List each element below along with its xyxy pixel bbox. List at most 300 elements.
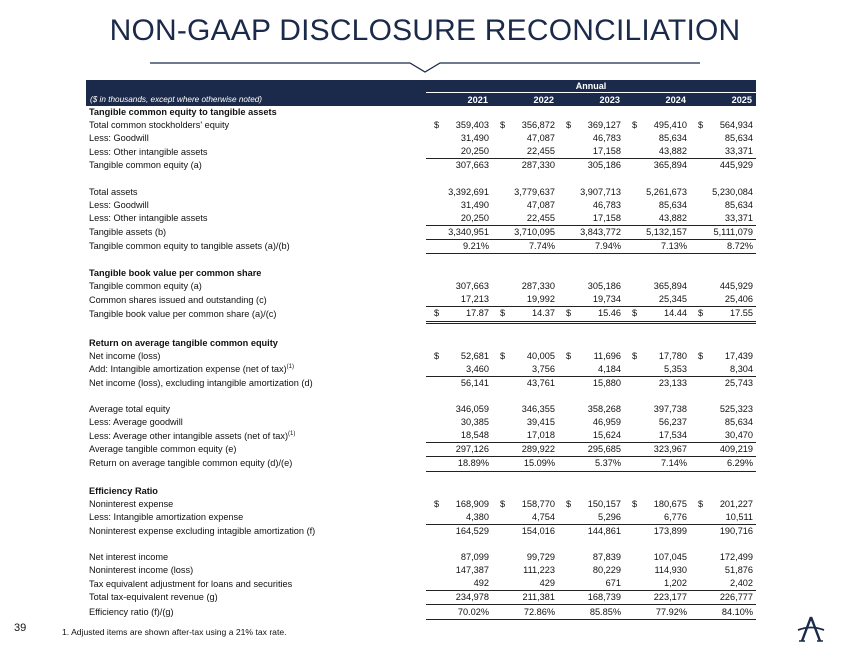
row-label bbox=[86, 186, 426, 199]
value-cell bbox=[426, 403, 492, 416]
value-cell bbox=[492, 199, 558, 212]
table-row bbox=[86, 307, 756, 322]
value-text: 20,250 bbox=[460, 146, 489, 157]
value-cell bbox=[558, 186, 624, 199]
value-text: 289,922 bbox=[521, 444, 555, 455]
table-body bbox=[86, 106, 756, 619]
section-title bbox=[86, 267, 426, 280]
value-cell bbox=[426, 267, 492, 280]
table-row bbox=[86, 159, 756, 173]
row-label-text: Tangible common equity (a) bbox=[89, 281, 202, 292]
section-header-row bbox=[86, 485, 756, 498]
value-cell bbox=[426, 605, 492, 619]
value-text: 30,470 bbox=[724, 430, 754, 441]
value-text: 5,132,157 bbox=[646, 226, 687, 237]
row-label bbox=[86, 605, 426, 619]
value-cell bbox=[624, 159, 690, 173]
value-cell bbox=[624, 363, 690, 377]
value-cell bbox=[624, 267, 690, 280]
value-cell bbox=[690, 403, 756, 416]
value-cell bbox=[558, 591, 624, 605]
value-text: 144,861 bbox=[587, 525, 621, 536]
currency-symbol: $ bbox=[566, 120, 572, 131]
footnote: 1. Adjusted items are shown after-tax using a 21% tax rate. bbox=[62, 627, 287, 637]
value-text: 5,230,084 bbox=[712, 186, 754, 197]
value-cell bbox=[492, 132, 558, 145]
value-cell bbox=[690, 267, 756, 280]
value-cell bbox=[624, 485, 690, 498]
value-cell bbox=[492, 429, 558, 443]
value-text: 15.09% bbox=[523, 458, 555, 469]
value-cell bbox=[492, 376, 558, 390]
spacer-cell bbox=[86, 254, 756, 268]
value-text: 25,743 bbox=[724, 377, 754, 388]
row-label-text: Add: Intangible amortization expense (net of tax) bbox=[89, 364, 287, 375]
value-cell bbox=[558, 443, 624, 457]
value-cell bbox=[558, 485, 624, 498]
row-label bbox=[86, 363, 426, 377]
value-cell bbox=[492, 119, 558, 132]
value-cell bbox=[492, 457, 558, 471]
value-text: 9.21% bbox=[462, 240, 489, 251]
value-cell bbox=[558, 457, 624, 471]
row-label-text: Return on average tangible common equity bbox=[89, 337, 278, 348]
row-label-text: Efficiency ratio (f)/(g) bbox=[89, 606, 174, 617]
value-cell bbox=[492, 577, 558, 591]
value-text: 80,229 bbox=[592, 565, 621, 576]
value-text: 190,716 bbox=[719, 525, 754, 536]
value-text: 47,087 bbox=[526, 133, 555, 144]
value-cell bbox=[492, 337, 558, 350]
value-text: 33,371 bbox=[724, 146, 754, 157]
table-row bbox=[86, 293, 756, 307]
value-text: 359,403 bbox=[455, 120, 489, 131]
value-cell bbox=[492, 498, 558, 511]
value-text: 99,729 bbox=[526, 552, 555, 563]
value-text: 85,634 bbox=[724, 199, 754, 210]
value-cell bbox=[624, 498, 690, 511]
value-cell bbox=[690, 106, 756, 119]
spacer-row bbox=[86, 390, 756, 403]
value-cell bbox=[558, 350, 624, 363]
value-text: 18,548 bbox=[460, 430, 489, 441]
currency-symbol: $ bbox=[698, 350, 704, 361]
value-cell bbox=[690, 293, 756, 307]
table-row bbox=[86, 416, 756, 429]
value-text: 397,738 bbox=[653, 404, 687, 415]
page-title: NON-GAAP DISCLOSURE RECONCILIATION bbox=[109, 14, 741, 47]
value-text: 33,371 bbox=[724, 212, 754, 223]
value-cell bbox=[492, 186, 558, 199]
section-title bbox=[86, 485, 426, 498]
value-cell bbox=[624, 591, 690, 605]
value-cell bbox=[558, 524, 624, 538]
row-label bbox=[86, 443, 426, 457]
value-text: 6.29% bbox=[726, 458, 754, 469]
row-label-text: Average tangible common equity (e) bbox=[89, 444, 237, 455]
value-text: 2,402 bbox=[730, 578, 754, 589]
currency-symbol: $ bbox=[566, 308, 572, 319]
value-text: 564,934 bbox=[719, 120, 754, 131]
value-text: 25,345 bbox=[658, 294, 687, 305]
year-header: 2025 bbox=[690, 93, 756, 107]
value-text: 6,776 bbox=[664, 511, 687, 522]
value-text: 40,005 bbox=[526, 350, 555, 361]
value-cell bbox=[690, 443, 756, 457]
value-text: 14.37 bbox=[532, 308, 555, 319]
row-label-text: Tangible book value per common share (a)/(c) bbox=[89, 308, 277, 319]
row-label-text: Less: Goodwill bbox=[89, 133, 149, 144]
row-label-text: Net income (loss) bbox=[89, 350, 161, 361]
currency-symbol: $ bbox=[500, 498, 506, 509]
value-cell bbox=[558, 564, 624, 577]
value-text: 346,059 bbox=[455, 404, 489, 415]
value-text: 11,696 bbox=[593, 350, 621, 361]
value-text: 358,268 bbox=[587, 404, 621, 415]
value-cell bbox=[426, 159, 492, 173]
value-cell bbox=[492, 551, 558, 564]
value-text: 295,685 bbox=[587, 444, 621, 455]
value-cell bbox=[492, 145, 558, 159]
table-row bbox=[86, 145, 756, 159]
currency-symbol: $ bbox=[566, 350, 572, 361]
value-text: 356,872 bbox=[521, 120, 555, 131]
value-cell bbox=[624, 376, 690, 390]
value-text: 17,018 bbox=[526, 430, 555, 441]
row-label-text: Noninterest income (loss) bbox=[89, 565, 194, 576]
value-cell bbox=[492, 363, 558, 377]
row-label bbox=[86, 199, 426, 212]
value-text: 39,415 bbox=[526, 417, 555, 428]
row-label-text: Tangible assets (b) bbox=[89, 226, 167, 237]
value-text: 409,219 bbox=[719, 444, 754, 455]
row-label bbox=[86, 376, 426, 390]
value-text: 17,158 bbox=[592, 212, 621, 223]
table-row bbox=[86, 511, 756, 525]
value-text: 492 bbox=[473, 578, 489, 589]
value-cell bbox=[690, 376, 756, 390]
value-text: 7.74% bbox=[528, 240, 555, 251]
value-text: 46,959 bbox=[592, 417, 621, 428]
row-label-text: Tax equivalent adjustment for loans and securities bbox=[89, 578, 293, 589]
value-cell bbox=[558, 551, 624, 564]
value-text: 445,929 bbox=[719, 160, 754, 171]
value-text: 211,381 bbox=[522, 592, 555, 603]
value-text: 307,663 bbox=[455, 281, 489, 292]
value-text: 323,967 bbox=[653, 444, 687, 455]
value-cell bbox=[426, 119, 492, 132]
value-text: 43,882 bbox=[658, 146, 687, 157]
section-title bbox=[86, 337, 426, 350]
value-text: 307,663 bbox=[455, 160, 489, 171]
row-label bbox=[86, 119, 426, 132]
table-row bbox=[86, 524, 756, 538]
value-text: 23,133 bbox=[658, 377, 687, 388]
value-text: 19,734 bbox=[592, 294, 621, 305]
value-text: 17,213 bbox=[460, 294, 489, 305]
page-number: 39 bbox=[14, 622, 27, 634]
value-cell bbox=[492, 350, 558, 363]
value-cell bbox=[690, 119, 756, 132]
value-cell bbox=[426, 429, 492, 443]
value-cell bbox=[624, 199, 690, 212]
value-cell bbox=[624, 457, 690, 471]
value-cell bbox=[426, 524, 492, 538]
value-cell bbox=[426, 498, 492, 511]
row-label bbox=[86, 457, 426, 471]
row-label-text: Tangible book value per common share bbox=[89, 268, 262, 279]
value-cell bbox=[558, 577, 624, 591]
value-cell bbox=[492, 416, 558, 429]
value-text: 234,978 bbox=[455, 592, 489, 603]
currency-symbol: $ bbox=[698, 498, 704, 509]
value-text: 3,340,951 bbox=[448, 226, 489, 237]
value-cell bbox=[624, 145, 690, 159]
row-label-text: Net income (loss), excluding intangible amortization (d) bbox=[89, 377, 313, 388]
value-cell bbox=[690, 350, 756, 363]
value-cell bbox=[558, 199, 624, 212]
value-text: 7.94% bbox=[594, 240, 621, 251]
value-text: 70.02% bbox=[457, 606, 489, 617]
value-text: 226,777 bbox=[719, 592, 754, 603]
row-label-text: Total assets bbox=[89, 186, 138, 197]
value-text: 87,839 bbox=[592, 552, 621, 563]
value-text: 17,439 bbox=[724, 350, 754, 361]
value-cell bbox=[690, 605, 756, 619]
value-text: 287,330 bbox=[521, 281, 555, 292]
value-cell bbox=[558, 267, 624, 280]
value-cell bbox=[690, 159, 756, 173]
value-cell bbox=[426, 239, 492, 253]
value-cell bbox=[492, 239, 558, 253]
value-cell bbox=[426, 106, 492, 119]
row-label bbox=[86, 551, 426, 564]
value-cell bbox=[426, 350, 492, 363]
value-cell bbox=[558, 239, 624, 253]
value-text: 365,894 bbox=[653, 160, 687, 171]
value-text: 4,184 bbox=[598, 363, 621, 374]
value-cell bbox=[492, 106, 558, 119]
row-label-text: Less: Average other intangible assets (net of tax) bbox=[89, 430, 289, 441]
value-cell bbox=[492, 280, 558, 293]
row-label bbox=[86, 403, 426, 416]
value-cell bbox=[426, 511, 492, 525]
spacer-row bbox=[86, 254, 756, 268]
value-cell bbox=[558, 605, 624, 619]
value-cell bbox=[690, 551, 756, 564]
row-label-text: Tangible common equity (a) bbox=[89, 160, 202, 171]
row-label-text: Tangible common equity to tangible assets (a)/(b) bbox=[89, 240, 290, 251]
value-text: 346,355 bbox=[521, 404, 555, 415]
value-text: 46,783 bbox=[592, 199, 621, 210]
value-text: 56,141 bbox=[460, 377, 489, 388]
value-cell bbox=[426, 212, 492, 226]
value-cell bbox=[624, 577, 690, 591]
value-cell bbox=[690, 416, 756, 429]
value-text: 168,739 bbox=[587, 592, 621, 603]
value-cell bbox=[624, 186, 690, 199]
value-cell bbox=[690, 429, 756, 443]
value-cell bbox=[426, 199, 492, 212]
value-text: 85.85% bbox=[589, 606, 621, 617]
value-cell bbox=[690, 363, 756, 377]
row-label-text: Average total equity bbox=[89, 404, 171, 415]
value-text: 8.72% bbox=[726, 240, 754, 251]
spacer-cell bbox=[86, 538, 756, 551]
currency-symbol: $ bbox=[434, 498, 440, 509]
value-cell bbox=[624, 212, 690, 226]
spacer-row bbox=[86, 322, 756, 337]
value-cell bbox=[624, 416, 690, 429]
year-header: 2022 bbox=[492, 93, 558, 107]
value-text: 201,227 bbox=[719, 498, 754, 509]
row-label bbox=[86, 511, 426, 525]
table-row bbox=[86, 239, 756, 253]
value-cell bbox=[426, 293, 492, 307]
value-text: 85,634 bbox=[658, 133, 687, 144]
row-label bbox=[86, 591, 426, 605]
value-cell bbox=[624, 403, 690, 416]
row-label-text: Total common stockholders' equity bbox=[89, 120, 230, 131]
spacer-cell bbox=[86, 471, 756, 485]
value-cell bbox=[690, 337, 756, 350]
spacer-cell bbox=[86, 172, 756, 185]
section-header-row bbox=[86, 267, 756, 280]
table-row bbox=[86, 350, 756, 363]
table-row bbox=[86, 551, 756, 564]
value-text: 25,406 bbox=[724, 294, 754, 305]
currency-symbol: $ bbox=[500, 308, 506, 319]
value-text: 111,223 bbox=[523, 565, 555, 576]
annual-header: Annual bbox=[426, 80, 756, 93]
row-label-text: Return on average tangible common equity (d)/(e) bbox=[89, 458, 293, 469]
value-cell bbox=[426, 225, 492, 239]
value-text: 5,111,079 bbox=[713, 226, 754, 237]
value-cell bbox=[492, 485, 558, 498]
value-cell bbox=[492, 443, 558, 457]
value-text: 72.86% bbox=[523, 606, 555, 617]
value-text: 4,380 bbox=[466, 511, 489, 522]
value-cell bbox=[492, 605, 558, 619]
spacer-row bbox=[86, 172, 756, 185]
value-text: 15,880 bbox=[592, 377, 621, 388]
value-text: 47,087 bbox=[526, 199, 555, 210]
value-cell bbox=[492, 225, 558, 239]
row-label bbox=[86, 429, 426, 443]
value-cell bbox=[492, 564, 558, 577]
value-cell bbox=[690, 186, 756, 199]
table-row bbox=[86, 457, 756, 471]
row-label bbox=[86, 280, 426, 293]
currency-symbol: $ bbox=[500, 350, 506, 361]
value-text: 52,681 bbox=[460, 350, 489, 361]
value-text: 84.10% bbox=[721, 606, 754, 617]
row-label-text: Efficiency Ratio bbox=[89, 485, 158, 496]
value-cell bbox=[492, 307, 558, 322]
spacer-cell bbox=[86, 390, 756, 403]
table-header-annual-row bbox=[86, 80, 756, 93]
value-cell bbox=[624, 280, 690, 293]
value-text: 14.44 bbox=[664, 308, 687, 319]
value-cell bbox=[624, 307, 690, 322]
currency-symbol: $ bbox=[566, 498, 572, 509]
table-row bbox=[86, 186, 756, 199]
value-text: 445,929 bbox=[719, 281, 754, 292]
row-label bbox=[86, 350, 426, 363]
value-cell bbox=[426, 551, 492, 564]
value-cell bbox=[492, 403, 558, 416]
value-cell bbox=[624, 293, 690, 307]
value-cell bbox=[624, 119, 690, 132]
value-text: 43,761 bbox=[526, 377, 555, 388]
row-label-text: Net interest income bbox=[89, 552, 169, 563]
table-row bbox=[86, 225, 756, 239]
value-cell bbox=[492, 511, 558, 525]
spacer-cell bbox=[86, 322, 756, 337]
value-cell bbox=[690, 511, 756, 525]
value-text: 495,410 bbox=[653, 120, 687, 131]
table-row bbox=[86, 605, 756, 619]
table-header-years-row bbox=[86, 93, 756, 107]
row-label bbox=[86, 307, 426, 322]
value-cell bbox=[690, 239, 756, 253]
value-cell bbox=[426, 577, 492, 591]
value-text: 56,237 bbox=[658, 417, 687, 428]
footnote-marker: (1) bbox=[286, 364, 294, 371]
value-cell bbox=[690, 307, 756, 322]
value-text: 31,490 bbox=[460, 133, 489, 144]
value-cell bbox=[624, 337, 690, 350]
value-text: 671 bbox=[605, 578, 621, 589]
value-text: 3,460 bbox=[466, 363, 489, 374]
row-label bbox=[86, 577, 426, 591]
value-cell bbox=[492, 293, 558, 307]
value-text: 31,490 bbox=[460, 199, 489, 210]
table-row bbox=[86, 564, 756, 577]
footnote-marker: (1) bbox=[288, 430, 296, 437]
value-text: 22,455 bbox=[526, 212, 555, 223]
table-row bbox=[86, 376, 756, 390]
units-note: ($ in thousands, except where otherwise noted) bbox=[86, 93, 426, 107]
value-cell bbox=[426, 186, 492, 199]
value-cell bbox=[624, 429, 690, 443]
value-text: 15,624 bbox=[592, 430, 621, 441]
value-text: 51,876 bbox=[724, 565, 754, 576]
value-cell bbox=[690, 457, 756, 471]
table-row bbox=[86, 212, 756, 226]
value-cell bbox=[558, 145, 624, 159]
value-text: 3,907,713 bbox=[580, 186, 621, 197]
value-text: 19,992 bbox=[526, 294, 555, 305]
value-cell bbox=[426, 337, 492, 350]
value-cell bbox=[624, 551, 690, 564]
row-label bbox=[86, 564, 426, 577]
value-text: 287,330 bbox=[521, 160, 555, 171]
table-row bbox=[86, 498, 756, 511]
value-text: 30,385 bbox=[460, 417, 489, 428]
currency-symbol: $ bbox=[698, 120, 704, 131]
value-cell bbox=[624, 239, 690, 253]
value-text: 17,780 bbox=[658, 350, 687, 361]
row-label bbox=[86, 293, 426, 307]
value-text: 7.14% bbox=[660, 458, 687, 469]
table-row bbox=[86, 119, 756, 132]
value-cell bbox=[558, 293, 624, 307]
value-text: 3,779,637 bbox=[514, 186, 555, 197]
value-text: 3,843,772 bbox=[580, 226, 621, 237]
value-text: 3,710,095 bbox=[514, 226, 555, 237]
year-header: 2021 bbox=[426, 93, 492, 107]
